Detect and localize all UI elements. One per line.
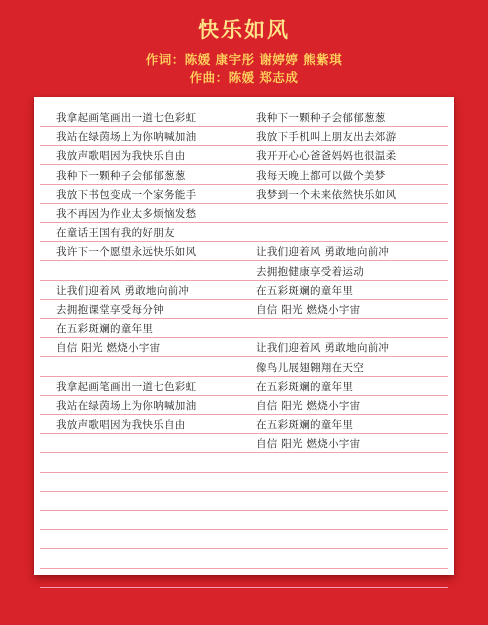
lyric-line: 我梦到一个未来依然快乐如风 — [256, 188, 397, 201]
lyric-line: 我拿起画笔画出一道七色彩虹 — [56, 112, 197, 124]
lyric-line: 我拿起画笔画出一道七色彩虹 — [56, 380, 197, 393]
lyric-line: 我种下一颗种子会郁郁葱葱 — [256, 112, 386, 124]
lyric-line: 让我们迎着风 勇敢地向前冲 — [256, 342, 390, 355]
lyric-line: 让我们迎着风 勇敢地向前冲 — [56, 284, 190, 297]
ruled-line — [40, 376, 448, 377]
lyric-line: 像鸟儿展翅翱翔在天空 — [256, 361, 364, 374]
composer-credit: 作曲：陈媛 郑志成 — [189, 70, 299, 85]
lyric-line: 我许下一个愿望永远快乐如风 — [56, 246, 197, 259]
lyric-line: 在五彩斑斓的童年里 — [256, 419, 354, 432]
lyric-line: 我放声歌唱因为我快乐自由 — [56, 419, 186, 432]
lyric-line: 去拥抱健康享受着运动 — [256, 265, 364, 278]
ruled-line — [40, 510, 448, 511]
ruled-line — [40, 529, 448, 530]
lyric-line: 去拥抱课堂享受每分钟 — [56, 304, 164, 316]
lyric-line: 我种下一颗种子会郁郁葱葱 — [56, 169, 186, 182]
ruled-line — [40, 568, 448, 569]
lyric-line: 我不再因为作业太多烦恼发愁 — [56, 208, 197, 220]
lyric-line: 自信 阳光 燃烧小宇宙 — [256, 400, 361, 412]
lyric-line: 我放声歌唱因为我快乐自由 — [56, 150, 186, 163]
ruled-line — [40, 548, 448, 549]
lyricist-credit: 作词：陈媛 康宇彤 谢婷婷 熊紫琪 — [145, 52, 343, 67]
lyric-line: 自信 阳光 燃烧小宇宙 — [256, 438, 361, 451]
lyric-line: 我站在绿茵场上为你呐喊加油 — [56, 131, 197, 144]
lyric-line: 在五彩斑斓的童年里 — [256, 284, 354, 297]
lyric-line: 在五彩斑斓的童年里 — [256, 380, 354, 393]
lyric-line: 我站在绿茵场上为你呐喊加油 — [56, 400, 197, 412]
ruled-line — [40, 587, 448, 588]
ruled-line — [40, 491, 448, 492]
lyric-line: 让我们迎着风 勇敢地向前冲 — [256, 246, 390, 259]
lyric-line: 我放下手机叫上朋友出去郊游 — [256, 131, 397, 144]
lyric-line: 我每天晚上都可以做个美梦 — [256, 169, 386, 182]
ruled-line — [40, 472, 448, 473]
lyric-line: 我开开心心爸爸妈妈也很温柔 — [256, 150, 397, 163]
song-title: 快乐如风 — [198, 18, 290, 42]
ruled-line — [40, 452, 448, 453]
ruled-line — [40, 280, 448, 281]
lyric-line: 自信 阳光 燃烧小宇宙 — [256, 304, 361, 316]
lyric-line: 我放下书包变成一个家务能手 — [56, 188, 197, 201]
lyric-line: 自信 阳光 燃烧小宇宙 — [56, 342, 161, 355]
lyric-line: 在童话王国有我的好朋友 — [56, 227, 175, 240]
lyric-line: 在五彩斑斓的童年里 — [56, 323, 154, 336]
lyrics-sheet — [34, 97, 454, 575]
